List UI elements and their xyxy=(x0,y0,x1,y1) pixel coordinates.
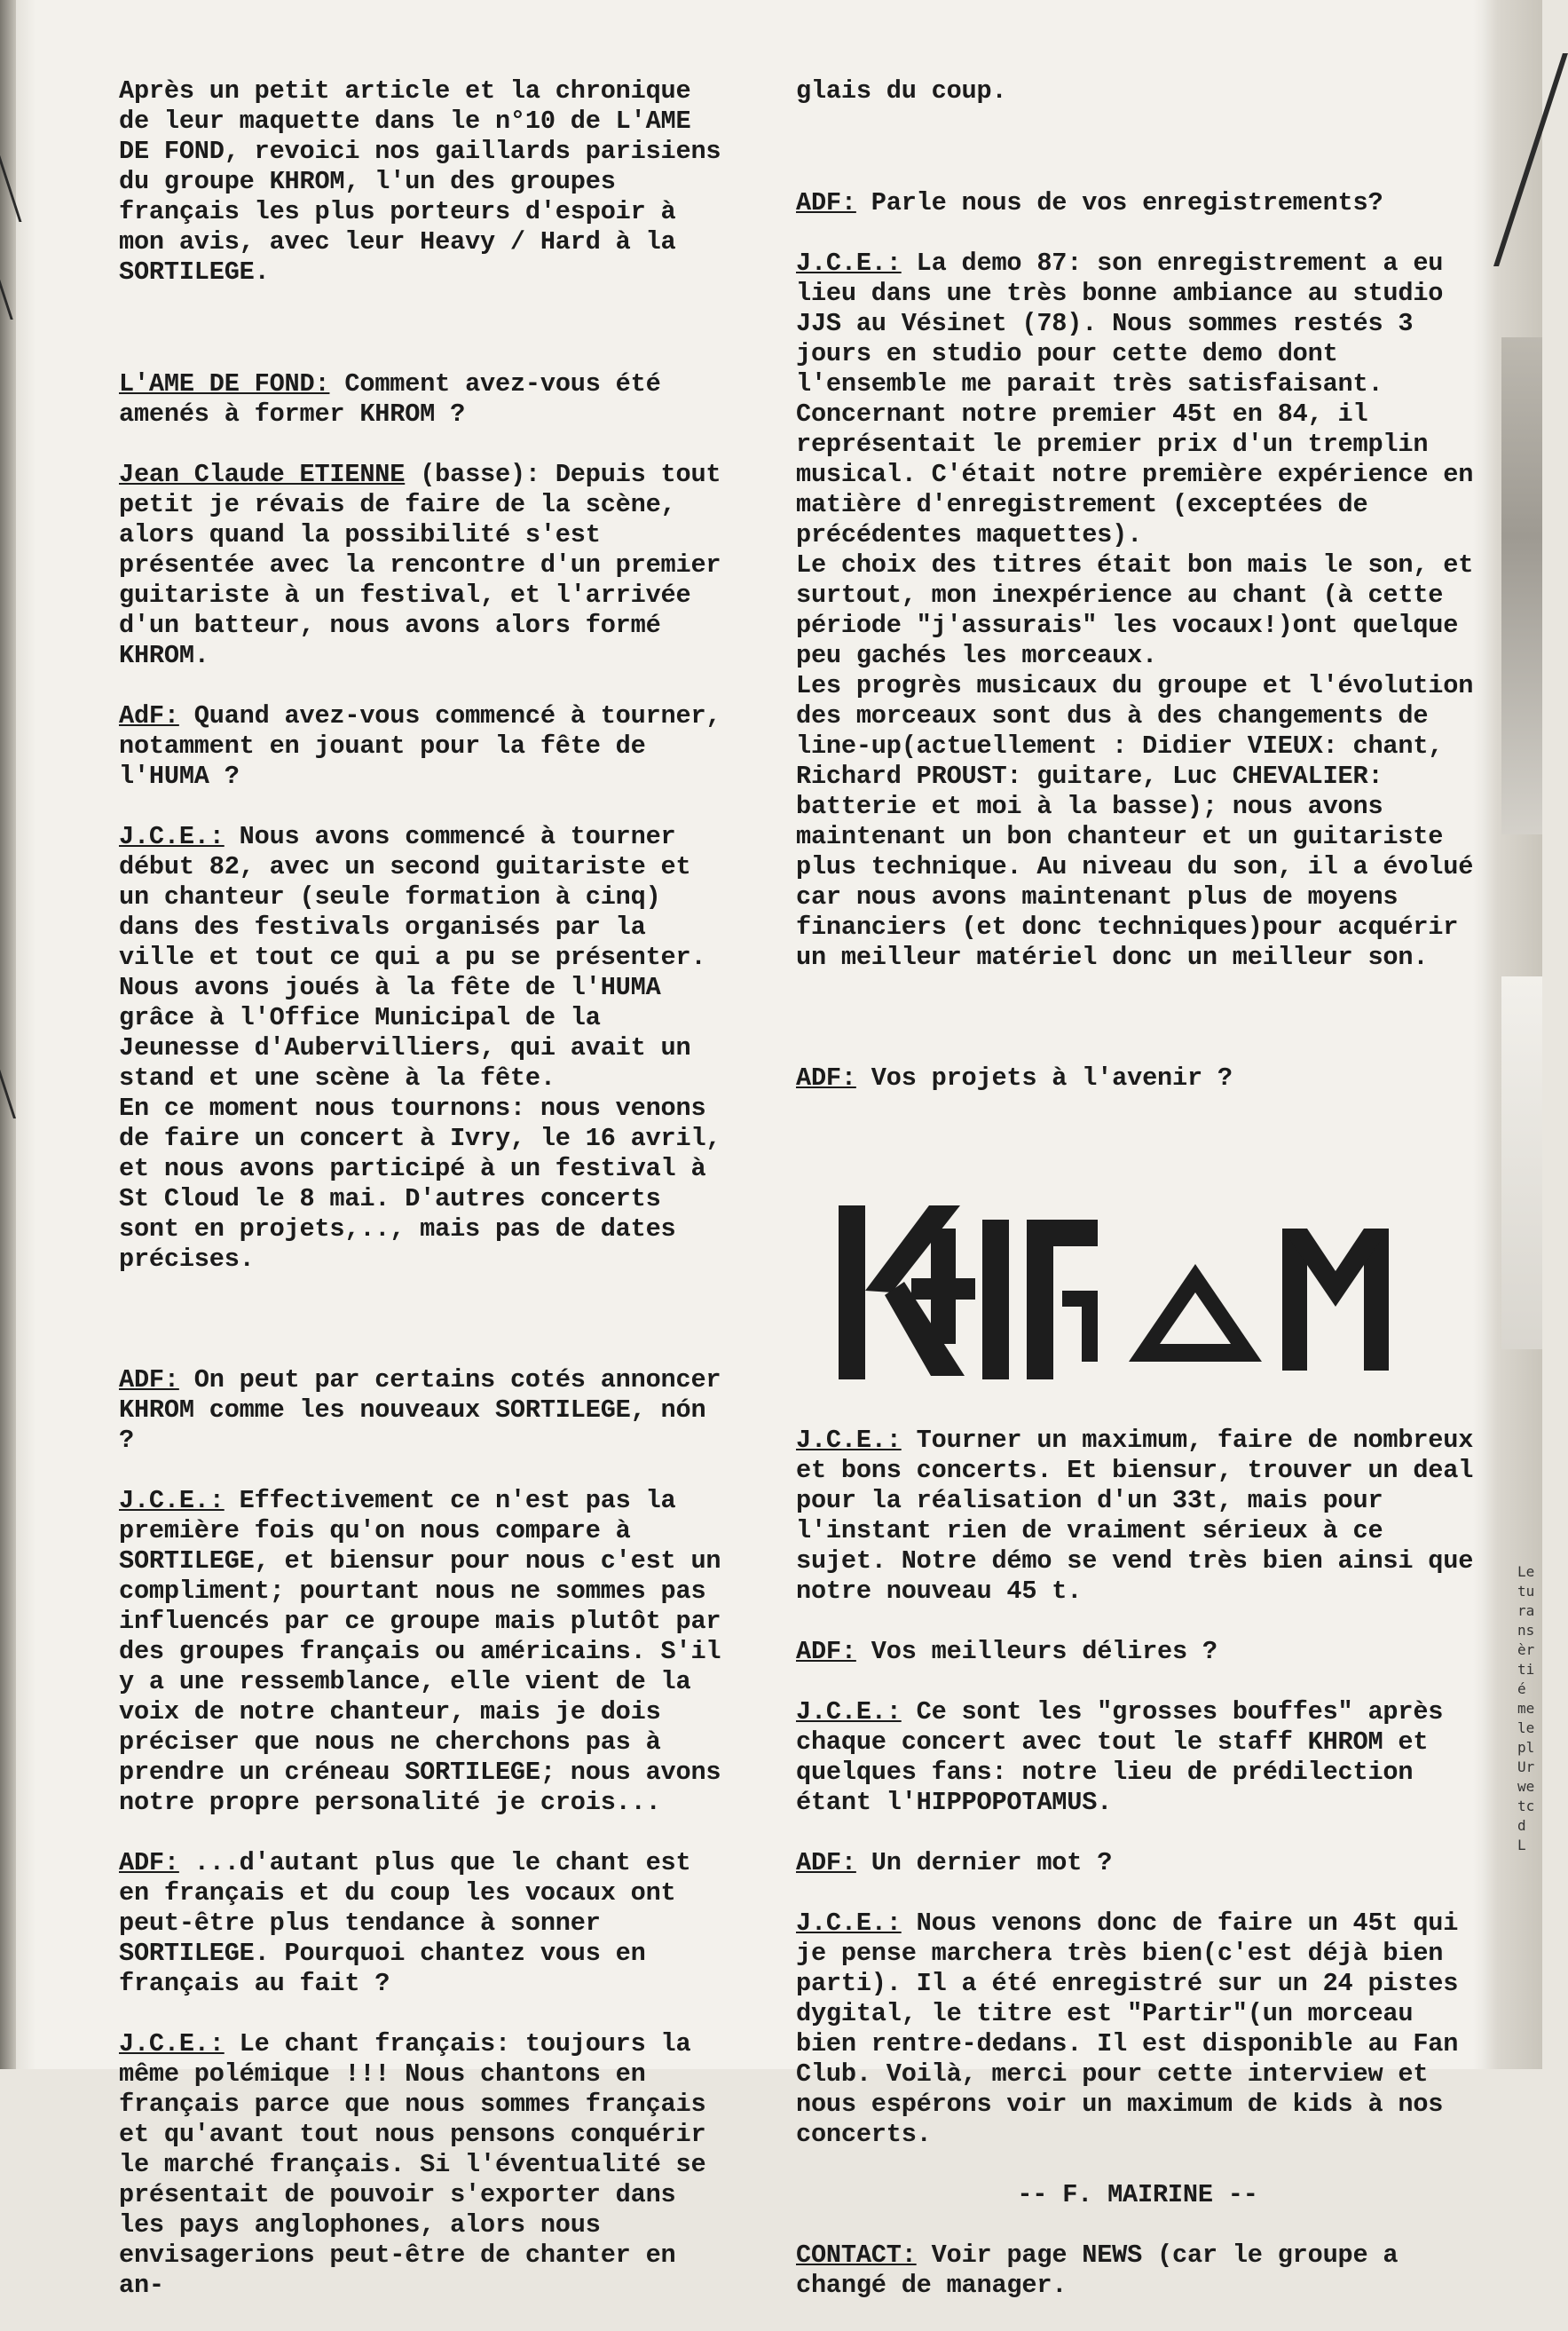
answer-sortilege xyxy=(119,1486,722,1818)
contact-label: CONTACT: xyxy=(796,2240,917,2270)
speaker-label: ADF: xyxy=(119,1848,179,1877)
speaker-label: AdF: xyxy=(119,701,179,731)
speaker-label: ADF: xyxy=(796,1848,856,1877)
answer-text: Nous avons commencé à tourner début 82, avec un second guitariste et un chanteur (seule formation à cinq) dans des festivals organisés par la ville et tout ce qui a pu se présenter. Nous avons joués à la fête de l'HUMA grâce à l'Office Municipal de la Jeunesse d'Aubervilliers, qui avait un stand et une scène à la fête. En ce moment nous tournons: nous venons de faire un concert à Ivry, le 16 avril, et nous avons participé à un festival à St Cloud le 8 mai. D'autres concerts sont en projets,.., mais pas de dates précises. xyxy=(119,822,721,1274)
question-text: Vos projets à l'avenir ? xyxy=(855,1063,1233,1093)
speaker-label: J.C.E.: xyxy=(796,1426,902,1455)
answer-text: Effectivement ce n'est pas la première fois qu'on nous compare à SORTILEGE, et biensur pour nous c'est un compliment; pourtant nous ne sommes pas influencés par ce groupe mais plutôt par des groupes français ou américains. S'il y a une ressemblance, elle vient de la voix de notre chanteur, mais je dois préciser que nous ne cherchons pas à prendre un créneau SORTILEGE; nous avons notre propre personalité je crois... xyxy=(119,1486,721,1817)
author-signature: -- F. MAIRINE -- xyxy=(1017,2180,1258,2209)
logo-text: KHROM xyxy=(831,1172,907,1201)
speaker-label: ADF: xyxy=(796,188,856,217)
speaker-label: J.C.E.: xyxy=(119,822,225,851)
question-future xyxy=(796,1063,1479,1094)
continuation-line: glais du coup. xyxy=(796,76,1007,106)
question-sortilege xyxy=(119,1365,722,1456)
khrom-logo-graphic xyxy=(831,1172,1399,1388)
answer-recordings xyxy=(796,249,1479,973)
left-edge-marks xyxy=(0,0,20,2069)
speaker-label: ADF: xyxy=(119,1365,179,1395)
left-column xyxy=(119,46,722,2331)
question-text: Comment avez-vous été amenés à former KHROM ? xyxy=(119,369,661,429)
speaker-label: J.C.E.: xyxy=(796,249,902,278)
speaker-label: J.C.E.: xyxy=(796,1908,902,1938)
right-column xyxy=(796,46,1479,2331)
adjacent-page-blank xyxy=(1501,976,1542,1349)
question-text: Un dernier mot ? xyxy=(855,1848,1113,1877)
speaker-label: ADF: xyxy=(796,1637,856,1666)
answer-text: (basse): Depuis tout petit je révais de faire de la scène, alors quand la possibilité s'est présentée avec la rencontre d'un premier guitariste à un festival, et l'arrivée d'un batteur, nous avons alors formé KHROM. xyxy=(119,460,721,670)
speaker-label: J.C.E.: xyxy=(119,1486,225,1515)
answer-future xyxy=(796,1426,1479,1607)
contact-line xyxy=(796,2240,1479,2301)
question-french-vocals xyxy=(119,1848,722,1999)
speaker-label: Jean Claude ETIENNE xyxy=(119,460,406,489)
question-formation xyxy=(119,369,722,430)
contact-text: Voir page NEWS (car le groupe a changé de manager. xyxy=(796,2240,1399,2300)
answer-text: Le chant français: toujours la même polémique !!! Nous chantons en français parce que nous sommes français et qu'avant tout nous pensons conquérir le marché français. Si l'éventualité se présentait de pouvoir s'exporter dans les pays anglophones, alors nous envisagerions peut-être de chanter en an- xyxy=(119,2029,706,2300)
adjacent-photo-fragment xyxy=(1501,337,1542,834)
speaker-label: J.C.E.: xyxy=(796,1697,902,1727)
speaker-label: J.C.E.: xyxy=(119,2029,225,2058)
question-last-word xyxy=(796,1848,1479,1878)
answer-french-vocals xyxy=(119,2029,722,2301)
question-text: Parle nous de vos enregistrements? xyxy=(855,188,1383,217)
question-text: On peut par certains cotés annoncer KHROM comme les nouveaux SORTILEGE, nón ? xyxy=(119,1365,721,1455)
speaker-label: ADF: xyxy=(796,1063,856,1093)
answer-fun xyxy=(796,1697,1479,1818)
adjacent-text-fragment: Le tu ra ns èr ti é me le pl Ur we tc d L xyxy=(1517,1563,1535,1853)
answer-text: La demo 87: son enregistrement a eu lieu dans une très bonne ambiance au studio JJS au Vésinet (78). Nous sommes restés 3 jours en studio pour cette demo dont l'ensemble me parait très satisfaisant. Concernant notre premier 45t en 84, il représentait le premier prix d'un tremplin musical. C'était notre première expérience en matière d'enregistrement (exceptées de précédentes maquettes). Le choix des titres était bon mais le son, et surtout, mon inexpérience au chant (à cette période "j'assurais" les vocaux!)ont quelque peu gachés les morceaux. Les progrès musicaux du groupe et l'évolution des morceaux sont dus à des changements de line-up(actuellement : Didier VIEUX: chant, Richard PROUST: guitare, Luc CHEVALIER: batterie et moi à la basse); nous avons maintenant un bon chanteur et un guitariste plus technique. Au niveau du son, il a évolué car nous avons maintenant plus de moyens financiers (et donc techniques)pour acquérir un meilleur matériel donc un meilleur son. xyxy=(796,249,1474,972)
question-fun xyxy=(796,1637,1479,1667)
answer-last-word xyxy=(796,1908,1479,2150)
adjacent-page-edge xyxy=(1480,0,1542,2069)
question-touring xyxy=(119,701,722,792)
answer-text: Nous venons donc de faire un 45t qui je pense marchera très bien(c'est déjà bien parti). Il a été enregistré sur un 24 pistes dygital, le titre est "Partir"(un morceau bien rentre-dedans. Il est disponible au Fan Club. Voilà, merci pour cette interview et nous espérons voir un maximum de kids à nos concerts. xyxy=(796,1908,1459,2149)
question-text: ...d'autant plus que le chant est en français et du coup les vocaux ont peut-être plus tendance à sonner SORTILEGE. Pourquoi chantez vous en français au fait ? xyxy=(119,1848,691,1998)
answer-text: Ce sont les "grosses bouffes" après chaque concert avec tout le staff KHROM et quelques fans: notre lieu de prédilection étant l'HIPPOPOTAMUS. xyxy=(796,1697,1444,1817)
khrom-logo xyxy=(831,1163,1399,1358)
question-text: Vos meilleurs délires ? xyxy=(855,1637,1217,1666)
intro-paragraph: Après un petit article et la chronique de leur maquette dans le n°10 de L'AME DE FOND, revoici nos gaillards parisiens du groupe KHROM, l'un des groupes français les plus porteurs d'espoir à mon avis, avec leur Heavy / Hard à la SORTILEGE. xyxy=(119,76,721,287)
answer-touring xyxy=(119,822,722,1275)
answer-text: Tourner un maximum, faire de nombreux et bons concerts. Et biensur, trouver un deal pour la réalisation d'un 33t, mais pour l'instant rien de vraiment sérieux à ce sujet. Notre démo se vend très bien ainsi que notre nouveau 45 t. xyxy=(796,1426,1474,1606)
answer-formation xyxy=(119,460,722,671)
question-recordings xyxy=(796,188,1479,218)
speaker-label: L'AME DE FOND: xyxy=(119,369,330,399)
question-text: Quand avez-vous commencé à tourner, notamment en jouant pour la fête de l'HUMA ? xyxy=(119,701,721,791)
